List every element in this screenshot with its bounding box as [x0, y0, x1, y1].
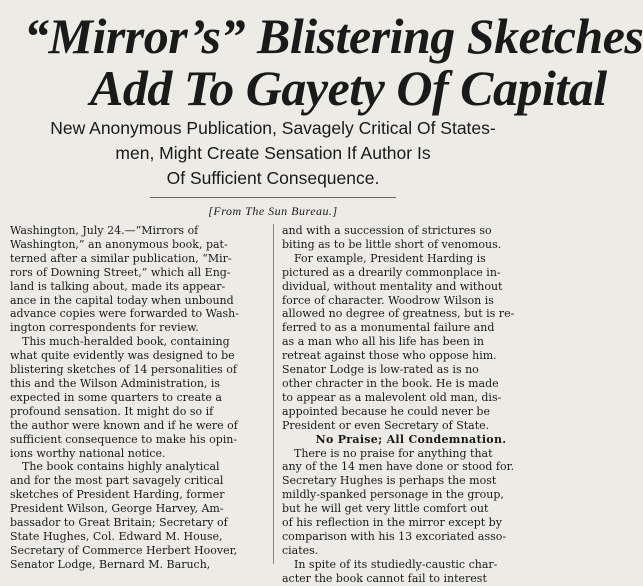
- deck-line-1: New Anonymous Publication, Savagely Critical Of States-: [50, 118, 496, 138]
- article-text-line: For example, President Harding is: [294, 251, 486, 265]
- article-text-line: land is talking about, made its appear-: [10, 279, 226, 293]
- article-text-line: The book contains highly analytical: [22, 460, 220, 474]
- article-text-line: pictured as a drearily commonplace in-: [282, 265, 501, 279]
- article-text-line: of his reflection in the mirror except by: [282, 516, 502, 530]
- article-text-line: mildly-spanked personage in the group,: [282, 488, 504, 502]
- article-text-line: expected in some quarters to create a: [10, 390, 222, 404]
- article-text-line: other chracter in the book. He is made: [282, 376, 499, 390]
- article-text-line: Secretary of Commerce Herbert Hoover,: [10, 543, 238, 557]
- article-text-line: retreat against those who oppose him.: [282, 349, 497, 363]
- article-text-line: the author were known and if he were of: [10, 418, 238, 432]
- article-column-right: [282, 224, 540, 586]
- article-text-line: and for the most part savagely critical: [10, 474, 224, 488]
- article-text-line: ions worthy national notice.: [10, 446, 166, 460]
- article-text-line: to appear as a malevolent old man, dis-: [282, 390, 502, 404]
- article-text-line: President or even Secretary of State.: [282, 418, 490, 432]
- article-text-line: and with a succession of strictures so: [282, 224, 492, 237]
- article-text-line: sketches of President Harding, former: [10, 488, 225, 502]
- column-divider: [273, 224, 274, 564]
- article-text-line: sufficient consequence to make his opin-: [10, 432, 238, 446]
- article-text-line: allowed no degree of greatness, but is re-: [282, 307, 515, 321]
- article-text-line: ington correspondents for review.: [10, 321, 199, 335]
- article-text-line: appointed because he could never be: [282, 404, 490, 418]
- source-credit: [From The Sun Bureau.]: [208, 204, 338, 218]
- article-text-line: dividual, without mentality and without: [282, 279, 503, 293]
- article-text-line: blistering sketches of 14 personalities of: [10, 363, 237, 377]
- article-text-line: There is no praise for anything that: [294, 446, 493, 460]
- article-text-line: Washington,” an anonymous book, pat-: [10, 237, 228, 251]
- article-text-line: President Wilson, George Harvey, Am-: [10, 502, 224, 516]
- headline-line-2: Add To Gayety Of Capital: [90, 60, 607, 116]
- article-text-line: In spite of its studiedly-caustic char-: [294, 557, 498, 571]
- article-text-line: Secretary Hughes is perhaps the most: [282, 474, 497, 488]
- article-text-line: advance copies were forwarded to Wash-: [10, 307, 239, 321]
- article-text-line: rors of Downing Street,” which all Eng-: [10, 265, 231, 279]
- article-text-line: This much-heralded book, containing: [22, 335, 230, 349]
- article-text-line: State Hughes, Col. Edward M. House,: [10, 529, 223, 543]
- article-text-line: ance in the capital today when unbound: [10, 293, 234, 307]
- article-text-line: as a man who all his life has been in: [282, 335, 484, 349]
- article-text-line: Senator Lodge, Bernard M. Baruch,: [10, 557, 211, 571]
- article-text-line: Washington, July 24.—“Mirrors of: [10, 224, 199, 237]
- deck-line-3: Of Sufficient Consequence.: [166, 168, 380, 188]
- article-text-line: acter the book cannot fail to interest: [282, 571, 487, 585]
- article-text-line: profound sensation. It might do so if: [10, 404, 214, 418]
- article-text-line: what quite evidently was designed to be: [10, 349, 235, 363]
- article-text-line: ferred to as a monumental failure and: [282, 321, 495, 335]
- article-text-line: any of the 14 men have done or stood for.: [282, 460, 515, 474]
- deck-line-2: men, Might Create Sensation If Author Is: [115, 143, 431, 163]
- article-text-line: bassador to Great Britain; Secretary of: [10, 516, 228, 530]
- article-text-line: this and the Wilson Administration, is: [10, 376, 221, 390]
- article-text-line: biting as to be little short of venomous.: [282, 237, 502, 251]
- article-text-line: but he will get very little comfort out: [282, 502, 489, 516]
- article-text-line: force of character. Woodrow Wilson is: [282, 293, 494, 307]
- section-rule: [150, 197, 396, 198]
- article-text-line: Senator Lodge is low-rated as is no: [282, 363, 479, 377]
- headline-line-1: “Mirror’s” Blistering Sketches: [24, 8, 643, 64]
- article-text-line: comparison with his 13 excoriated asso-: [282, 529, 507, 543]
- article-column-left: [10, 224, 268, 572]
- article-text-line: ciates.: [282, 543, 319, 557]
- article-text-line: terned after a similar publication, “Mir-: [10, 251, 232, 265]
- column-subhead: No Praise; All Condemnation.: [315, 432, 507, 446]
